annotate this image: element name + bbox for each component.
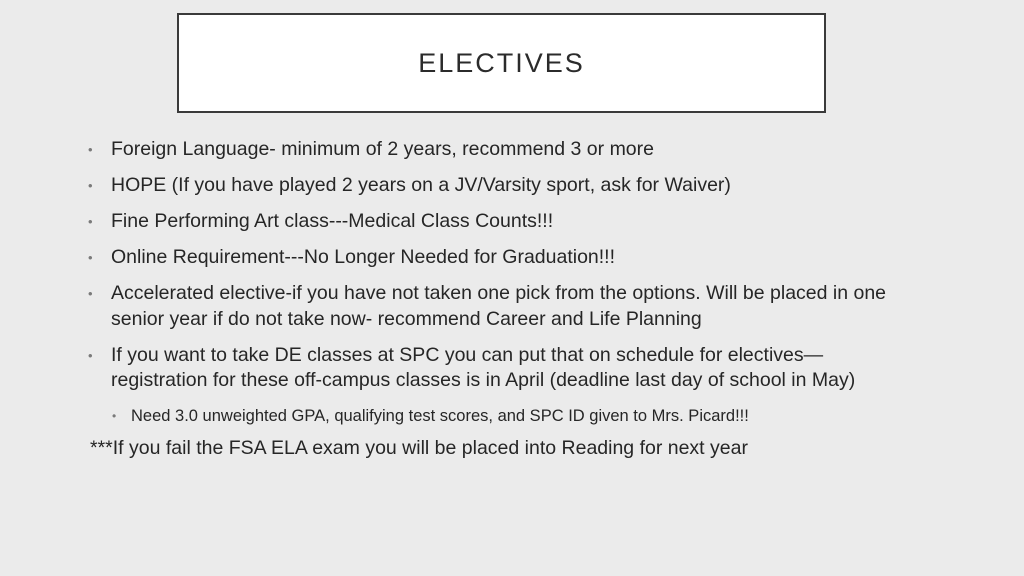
bullet-text: If you want to take DE classes at SPC you can put that on schedule for electives—registration for these off-campus classes is in April (deadline last day of school in May) [111,343,856,391]
bullet-dot-icon: • [88,286,93,301]
bullet-text: Fine Performing Art class---Medical Class Counts!!! [111,210,554,232]
bullet-dot-icon: • [88,250,93,265]
bullet-dot-icon: • [88,178,93,193]
bullet-dot-icon: • [88,142,93,157]
slide-content [88,137,888,461]
bullet-item [88,137,888,163]
sub-bullet-text: Need 3.0 unweighted GPA, qualifying test scores, and SPC ID given to Mrs. Picard!!! [131,407,749,425]
fsa-note: ***If you fail the FSA ELA exam you will be placed into Reading for next year [90,437,748,459]
bullet-item [88,343,888,394]
bullet-dot-icon: • [88,214,93,229]
bullet-dot-icon: • [112,409,117,423]
sub-bullet-item [88,404,888,428]
bullet-dot-icon: • [88,347,93,363]
slide-title: ELECTIVES [418,47,585,78]
title-box [177,13,826,113]
bullet-text: HOPE (If you have played 2 years on a JV/Varsity sport, ask for Waiver) [111,174,731,196]
bullet-text: Foreign Language- minimum of 2 years, recommend 3 or more [111,138,654,160]
bullet-item [88,245,888,271]
bullet-text: Online Requirement---No Longer Needed for Graduation!!! [111,246,616,268]
bullet-item [88,281,888,332]
bullet-item [88,209,888,235]
bullet-text: Accelerated elective-if you have not taken one pick from the options. Will be placed in one senior year if do not take now- recommend Career and Life Planning [111,282,887,330]
bullet-item [88,173,888,199]
